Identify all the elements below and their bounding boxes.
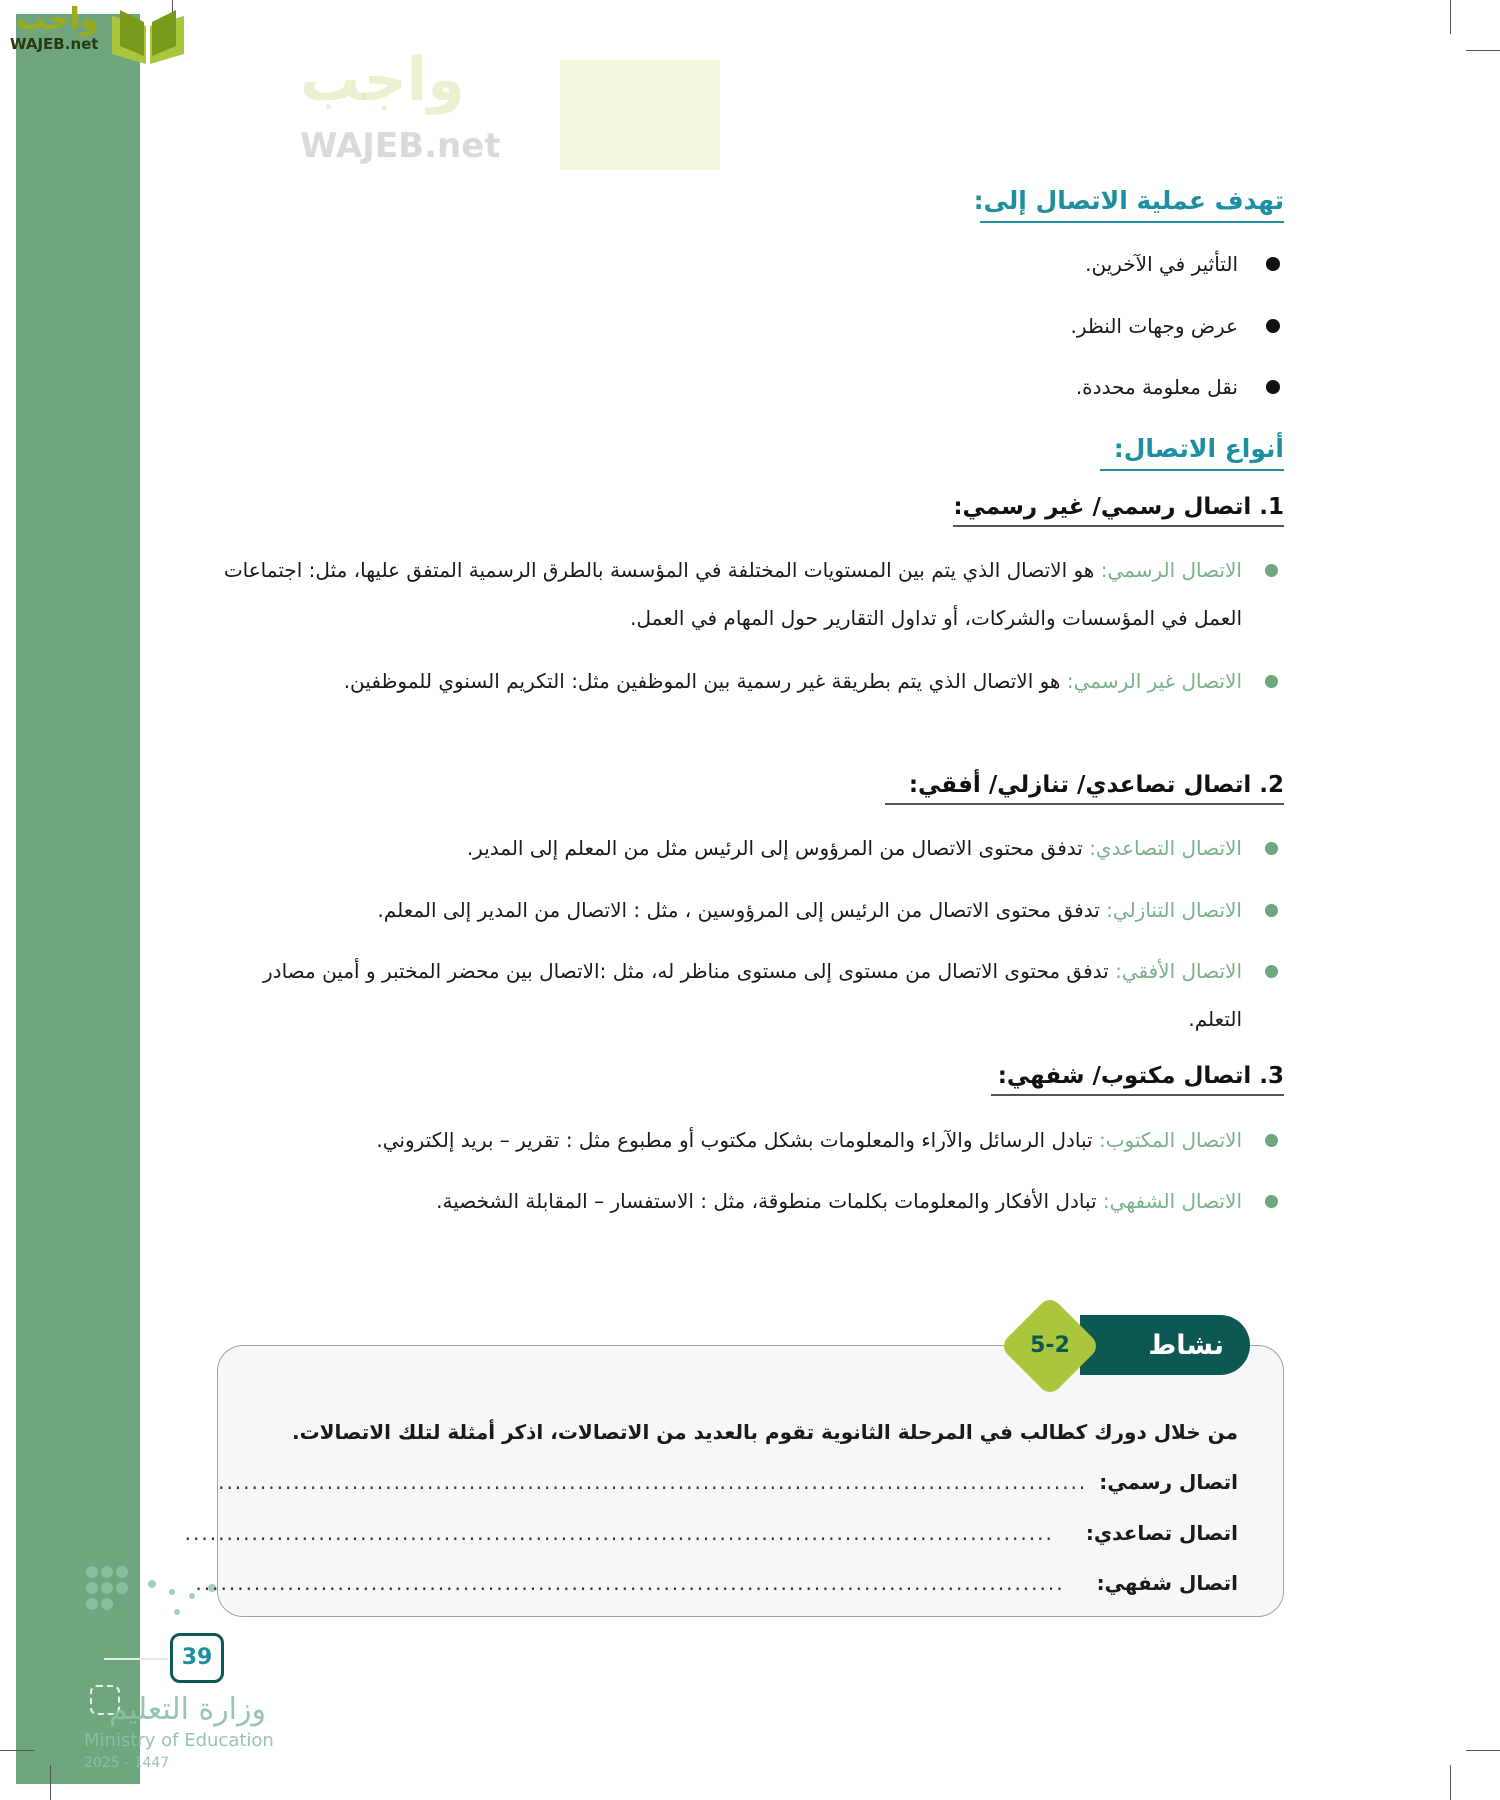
goals-heading: تهدف عملية الاتصال إلى:: [980, 186, 1284, 223]
crop-mark: [1466, 1750, 1500, 1751]
crop-mark: [1450, 0, 1451, 34]
crop-mark: [0, 1750, 34, 1751]
answer-dotted-line[interactable]: ........................................................................................................: [195, 1571, 1065, 1595]
goal-text: نقل معلومة محددة.: [1075, 375, 1238, 399]
definition: تبادل الأفكار والمعلومات بكلمات منطوقة، مثل : الاستفسار – المقابلة الشخصية.: [436, 1189, 1103, 1213]
term: الاتصال غير الرسمي:: [1066, 669, 1242, 693]
field-label: اتصال رسمي:: [1099, 1470, 1238, 1494]
term: الاتصال الرسمي:: [1100, 558, 1242, 582]
side-green-bar: [16, 14, 140, 1784]
answer-dotted-line[interactable]: ........................................................................................................: [218, 1470, 1088, 1494]
term: الاتصال التنازلي:: [1106, 898, 1242, 922]
watermark-book-icon: [560, 60, 720, 170]
type1-informal-item: [218, 657, 1284, 705]
type2-horizontal-item: [218, 947, 1284, 1043]
field-label: اتصال شفهي:: [1096, 1571, 1238, 1595]
type1-heading: 1. اتصال رسمي/ غير رسمي:: [953, 494, 1284, 527]
type1-formal-item: [218, 546, 1284, 642]
bullet-icon: [1265, 1134, 1278, 1147]
crop-mark: [50, 1765, 51, 1800]
wajeb-logo: [10, 4, 98, 52]
goal-text: عرض وجهات النظر.: [1070, 314, 1238, 338]
goal-text: التأثير في الآخرين.: [1085, 252, 1238, 276]
crop-mark: [1466, 50, 1500, 51]
definition: تبادل الرسائل والآراء والمعلومات بشكل مكتوب أو مطبوع مثل : تقرير – بريد إلكتروني.: [376, 1128, 1099, 1152]
ministry-year: 2025 - 1447: [84, 1755, 170, 1771]
bullet-icon: [1266, 257, 1280, 271]
type3-heading: 3. اتصال مكتوب/ شفهي:: [991, 1063, 1284, 1096]
goal-item: [1085, 252, 1280, 276]
bullet-icon: [1266, 319, 1280, 333]
type2-upward-item: [218, 824, 1284, 872]
term: الاتصال المكتوب:: [1098, 1128, 1242, 1152]
ministry-name-ar: وزارة التعليم: [108, 1692, 266, 1727]
bullet-icon: [1266, 380, 1280, 394]
page-number: 39: [170, 1633, 224, 1683]
activity-number: 5-2: [1030, 1333, 1070, 1358]
goal-item: [1070, 314, 1280, 338]
term: الاتصال الشفهي:: [1102, 1189, 1242, 1213]
goal-item: [1076, 375, 1280, 399]
bullet-icon: [1265, 965, 1278, 978]
bullet-icon: [1265, 904, 1278, 917]
type2-downward-item: [218, 886, 1284, 934]
definition: تدفق محتوى الاتصال من الرئيس إلى المرؤوسين ، مثل : الاتصال من المدير إلى المعلم.: [377, 898, 1107, 922]
answer-field-upward[interactable]: [184, 1521, 1238, 1545]
crop-mark: [1450, 1765, 1451, 1800]
watermark-latin: WAJEB.net: [300, 126, 501, 166]
bullet-icon: [1265, 564, 1278, 577]
watermark-arabic: واجب: [300, 45, 465, 115]
term: الاتصال الأفقي:: [1115, 959, 1242, 983]
bullet-icon: [1265, 842, 1278, 855]
activity-label: نشاط: [1080, 1315, 1250, 1375]
definition: تدفق محتوى الاتصال من المرؤوس إلى الرئيس مثل من المعلم إلى المدير.: [466, 836, 1090, 860]
answer-field-oral[interactable]: [195, 1571, 1238, 1595]
answer-field-formal[interactable]: [218, 1470, 1238, 1494]
definition: تدفق محتوى الاتصال من مستوى إلى مستوى مناظر له، مثل :الاتصال بين محضر المختبر و أمين مصادر التعلم.: [263, 959, 1242, 1031]
bullet-icon: [1265, 675, 1278, 688]
book-icon: [108, 6, 188, 66]
definition: هو الاتصال الذي يتم بطريقة غير رسمية بين الموظفين مثل: التكريم السنوي للموظفين.: [343, 669, 1067, 693]
ministry-name-en: Ministry of Education: [84, 1730, 274, 1751]
bullet-icon: [1265, 1195, 1278, 1208]
type2-heading: 2. اتصال تصاعدي/ تنازلي/ أفقي:: [885, 772, 1284, 805]
type3-written-item: [218, 1116, 1284, 1164]
activity-number-badge: [1000, 1296, 1100, 1396]
type3-oral-item: [218, 1177, 1284, 1225]
definition: هو الاتصال الذي يتم بين المستويات المختلفة في المؤسسة بالطرق الرسمية المتفق عليها، مثل: اجتماعات العمل في المؤسسات والشركات، أو تداول التقارير حول المهام في العمل.: [223, 558, 1242, 630]
logo-arabic: واجب: [16, 2, 99, 37]
types-heading: أنواع الاتصال:: [1100, 434, 1284, 471]
answer-dotted-line[interactable]: ........................................................................................................: [184, 1521, 1054, 1545]
activity-question: من خلال دورك كطالب في المرحلة الثانوية تقوم بالعديد من الاتصالات، اذكر أمثلة لتلك الاتصالات.: [291, 1420, 1238, 1444]
page-connector-line: [104, 1658, 168, 1660]
field-label: اتصال تصاعدي:: [1085, 1521, 1238, 1545]
term: الاتصال التصاعدي:: [1089, 836, 1242, 860]
logo-latin: WAJEB.net: [10, 35, 99, 53]
